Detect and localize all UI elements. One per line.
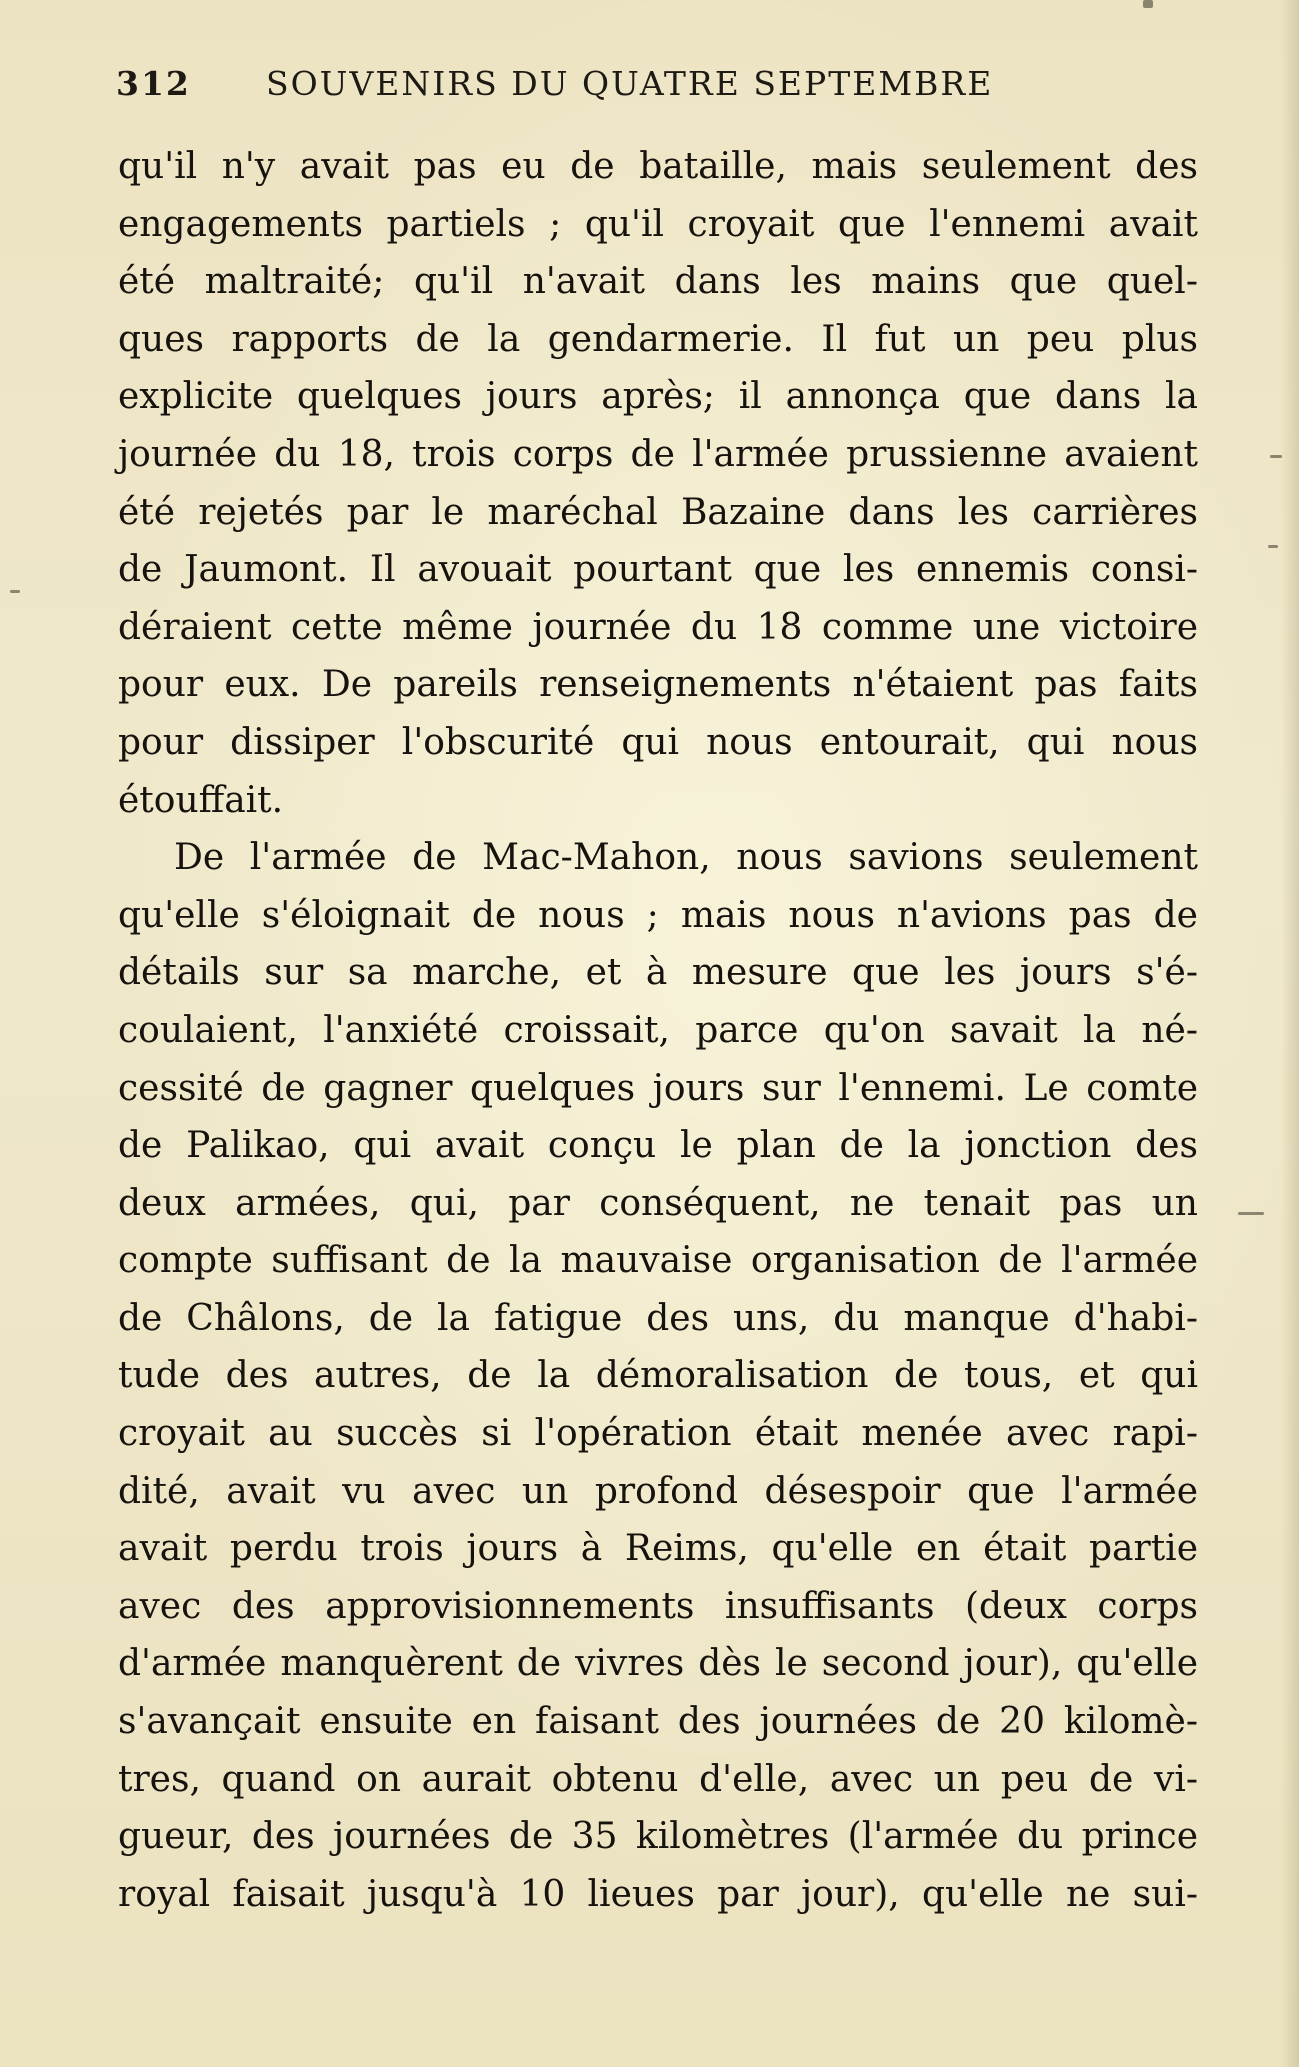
page-number: 312 xyxy=(116,64,191,103)
page-blemish xyxy=(1268,545,1278,548)
text-line: engagements partiels ; qu'il croyait que l'ennemi avait xyxy=(118,203,1198,245)
page-blemish xyxy=(1238,1212,1264,1215)
text-line: de Châlons, de la fatigue des uns, du manque d'habi- xyxy=(118,1297,1198,1339)
text-line: d'armée manquèrent de vivres dès le second jour), qu'elle xyxy=(118,1643,1198,1685)
text-line: qu'il n'y avait pas eu de bataille, mais seulement des xyxy=(118,146,1198,187)
text-line: compte suffisant de la mauvaise organisation de l'armée xyxy=(118,1240,1198,1282)
text-line: deux armées, qui, par conséquent, ne tenait pas un xyxy=(118,1182,1198,1224)
text-line: explicite quelques jours après; il annonça que dans la xyxy=(118,376,1198,418)
text-line: déraient cette même journée du 18 comme une victoire xyxy=(118,606,1198,648)
text-line: été rejetés par le maréchal Bazaine dans les carrières xyxy=(118,491,1198,533)
text-line: s'avançait ensuite en faisant des journées de 20 kilomè- xyxy=(118,1701,1198,1743)
text-line: été maltraité; qu'il n'avait dans les mains que quel- xyxy=(118,261,1198,303)
paragraph-start-line: De l'armée de Mac-Mahon, nous savions seulement xyxy=(174,837,1198,879)
text-line: dité, avait vu avec un profond désespoir que l'armée xyxy=(118,1470,1198,1512)
running-title: SOUVENIRS DU QUATRE SEPTEMBRE xyxy=(266,64,994,103)
text-line: gueur, des journées de 35 kilomètres (l'armée du prince xyxy=(118,1816,1198,1858)
text-line: ques rapports de la gendarmerie. Il fut un peu plus xyxy=(118,318,1198,360)
text-line: coulaient, l'anxiété croissait, parce qu'on savait la né- xyxy=(118,1009,1198,1051)
text-line: cessité de gagner quelques jours sur l'ennemi. Le comte xyxy=(118,1067,1198,1109)
paragraph-end-line: étouffait. xyxy=(118,779,284,821)
text-line: avait perdu trois jours à Reims, qu'elle en était partie xyxy=(118,1528,1198,1570)
page-blemish xyxy=(10,590,20,593)
text-line: de Jaumont. Il avouait pourtant que les ennemis consi- xyxy=(118,549,1198,591)
text-line: pour eux. De pareils renseignements n'étaient pas faits xyxy=(118,664,1198,706)
text-line: croyait au succès si l'opération était menée avec rapi- xyxy=(118,1413,1198,1455)
page-blemish xyxy=(1143,0,1153,8)
text-line: journée du 18, trois corps de l'armée prussienne avaient xyxy=(118,433,1198,475)
text-line: tres, quand on aurait obtenu d'elle, avec un peu de vi- xyxy=(118,1758,1198,1800)
text-line: qu'elle s'éloignait de nous ; mais nous n'avions pas de xyxy=(118,894,1198,936)
text-line: de Palikao, qui avait conçu le plan de la jonction des xyxy=(118,1125,1198,1167)
page-edge-shadow xyxy=(1281,0,1299,2067)
text-line: royal faisait jusqu'à 10 lieues par jour), qu'elle ne sui- xyxy=(118,1873,1198,1915)
text-line: avec des approvisionnements insuffisants (deux corps xyxy=(118,1585,1198,1627)
page-header xyxy=(116,60,1206,110)
text-line: pour dissiper l'obscurité qui nous entourait, qui nous xyxy=(118,721,1198,763)
text-line: tude des autres, de la démoralisation de tous, et qui xyxy=(118,1355,1198,1397)
body-text xyxy=(118,138,1198,1923)
page-blemish xyxy=(1270,455,1282,458)
text-line: détails sur sa marche, et à mesure que les jours s'é- xyxy=(118,952,1198,994)
